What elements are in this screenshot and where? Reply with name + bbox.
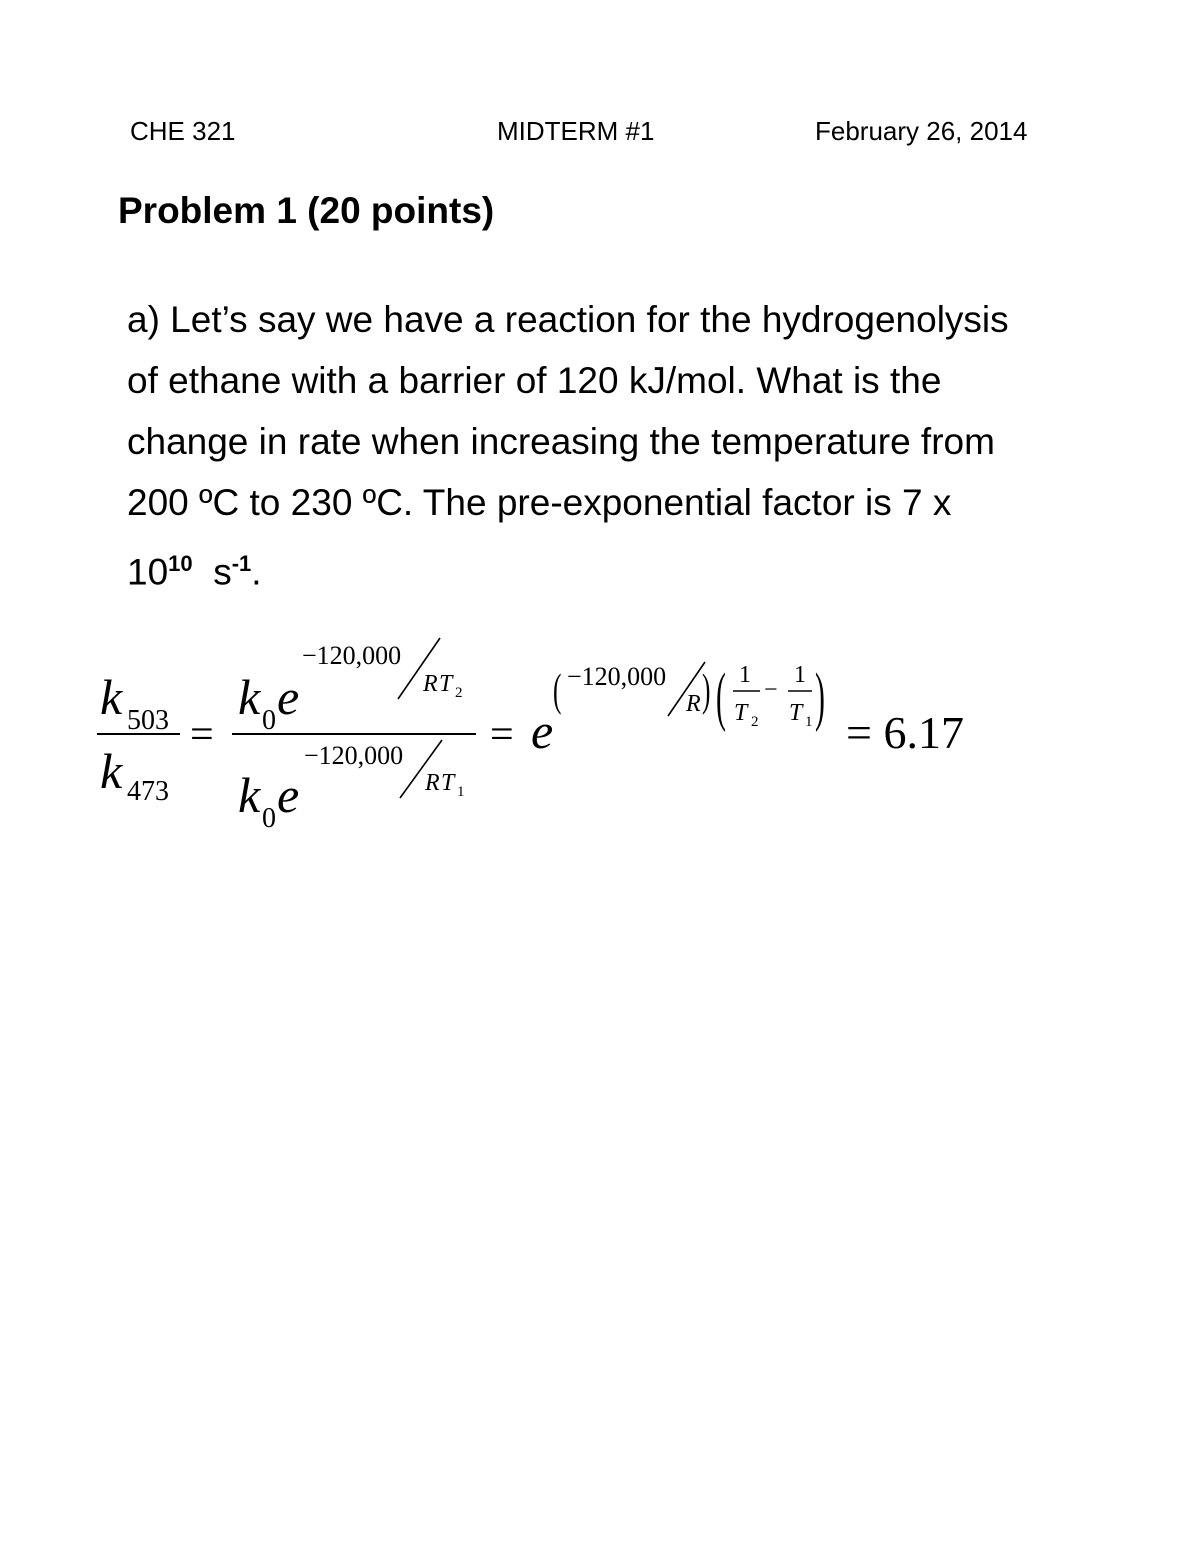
- eq-one-b: 1: [794, 662, 806, 688]
- eq-T-a: T: [734, 700, 748, 726]
- prefactor-unit-exponent: -1: [231, 551, 252, 576]
- eq-result: = 6.17: [846, 707, 964, 758]
- statement-line-4: 200 ºC to 230 ºC. The pre-exponential factor is 7 x: [127, 482, 952, 523]
- prefactor-unit: s: [213, 551, 232, 593]
- eq-lparen-outer-1: (: [553, 665, 562, 717]
- eq-T-den: T: [441, 770, 455, 796]
- eq-R-exp: R: [686, 691, 701, 717]
- eq-rparen-outer-1: ): [702, 665, 711, 717]
- problem-title: Problem 1 (20 points): [118, 190, 495, 231]
- eq-k-denominator: k: [100, 743, 123, 799]
- eq-k0-denominator: k: [238, 767, 261, 823]
- eq-sub-1-den: 1: [457, 784, 465, 800]
- eq-lparen-outer-2: (: [716, 659, 726, 734]
- eq-k-numerator: k: [100, 669, 123, 725]
- eq-sub-2-a: 2: [751, 714, 759, 730]
- eq-e-combined: e: [531, 703, 554, 759]
- eq-sub-503: 503: [127, 705, 169, 736]
- eq-barrier-den: −120,000: [304, 741, 404, 770]
- eq-sub-2-num: 2: [455, 685, 463, 701]
- statement-line-2: of ethane with a barrier of 120 kJ/mol. What is the: [127, 360, 942, 401]
- exam-title: MIDTERM #1: [497, 116, 655, 146]
- eq-T-b: T: [789, 700, 803, 726]
- eq-e-denominator: e: [277, 767, 300, 823]
- eq-equals-1: =: [190, 712, 214, 758]
- prefactor-base: 10: [127, 551, 169, 593]
- eq-barrier-exp: −120,000: [567, 662, 667, 691]
- eq-T-num: T: [439, 671, 453, 697]
- exam-date: February 26, 2014: [815, 116, 1028, 146]
- eq-zero-numerator: 0: [262, 705, 276, 736]
- eq-R-den: R: [425, 770, 440, 796]
- eq-R-num: R: [423, 671, 438, 697]
- eq-minus: −: [764, 677, 778, 703]
- eq-sub-1-b: 1: [805, 714, 813, 730]
- eq-one-a: 1: [739, 662, 751, 688]
- statement-line-1: a) Let’s say we have a reaction for the hydrogenolysis: [127, 299, 1009, 340]
- eq-equals-2: =: [490, 712, 514, 758]
- eq-zero-denominator: 0: [262, 803, 276, 834]
- prefactor-exponent: 10: [168, 551, 193, 576]
- eq-k0-numerator: k: [238, 669, 261, 725]
- eq-rparen-outer-2: ): [815, 659, 825, 734]
- statement-period: .: [251, 551, 262, 593]
- statement-line-3: change in rate when increasing the temperature from: [127, 421, 995, 462]
- eq-e-numerator: e: [277, 669, 300, 725]
- eq-barrier-num: −120,000: [302, 641, 402, 670]
- course-code: CHE 321: [130, 116, 236, 146]
- eq-sub-473: 473: [127, 776, 169, 807]
